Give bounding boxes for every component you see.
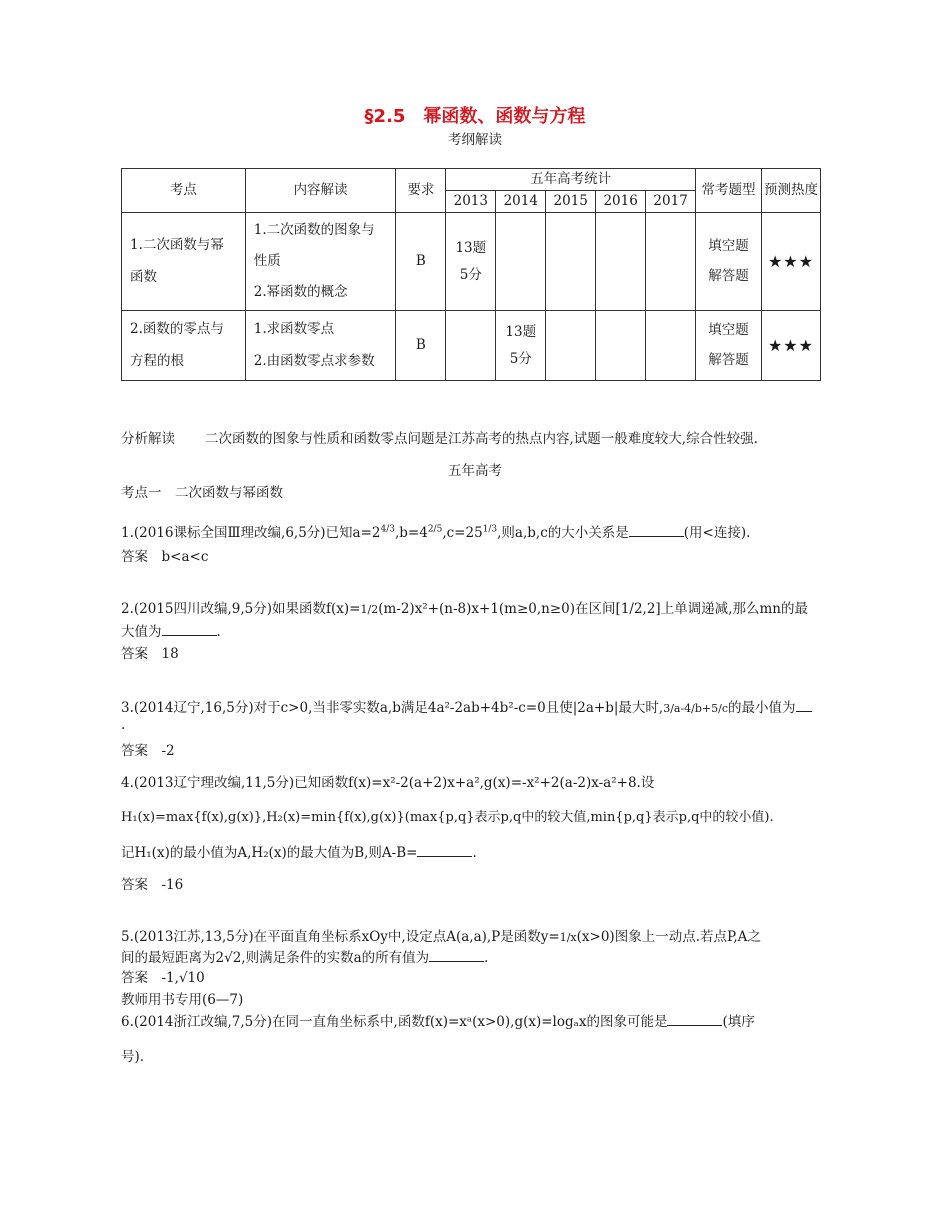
answer-blank	[429, 949, 484, 962]
row-y2014	[496, 213, 546, 311]
row-y2016	[596, 213, 646, 311]
interval: [1/2,2]	[615, 601, 661, 617]
answer-blank	[667, 1013, 722, 1026]
row-yaoqiu: B	[396, 213, 446, 311]
answer-1: 答案 b<a<c	[121, 549, 209, 565]
answer-blank	[796, 699, 812, 712]
row-y2015	[546, 311, 596, 381]
problem-5-line2: 间的最短距离为2√2,则满足条件的实数a的所有值为 .	[121, 950, 489, 966]
answer-2: 答案 18	[121, 646, 179, 662]
row-y2017	[646, 311, 696, 381]
header-year: 2015	[546, 191, 596, 213]
header-tixing: 常考题型	[696, 169, 762, 213]
page-title: §2.5 幂函数、函数与方程	[364, 106, 586, 127]
problem-5: 5.(2013江苏,13,5分)在平面直角坐标系xOy中,设定点A(a,a),P是函数y=1/x(x>0)图象上一动点.若点P,A之	[121, 929, 761, 945]
row-redu: ★★★	[761, 311, 820, 381]
header-redu: 预测热度	[761, 169, 820, 213]
row-redu: ★★★	[761, 213, 820, 311]
kaodian-heading: 考点一 二次函数与幂函数	[121, 485, 283, 501]
problem-2: 2.(2015四川改编,9,5分)如果函数f(x)=1/2(m-2)x²+(n-8)x+1(m≥0,n≥0)在区间[1/2,2]上单调递减,那么mn的最	[121, 601, 808, 617]
table-row	[122, 311, 821, 381]
header-year: 2016	[596, 191, 646, 213]
row-kaodian: 2.函数的零点与 方程的根	[122, 311, 246, 381]
header-stats: 五年高考统计	[446, 169, 696, 191]
page-subtitle: 考纲解读	[448, 132, 502, 148]
answer-3: 答案 -2	[121, 743, 175, 759]
answer-blank	[162, 623, 217, 636]
row-y2015	[546, 213, 596, 311]
row-neirong: 1.二次函数的图象与 性质 2.幂函数的概念	[245, 213, 396, 311]
fraction: 1/x	[559, 931, 577, 944]
section-heading: 五年高考	[448, 463, 502, 479]
problem-6: 6.(2014浙江改编,7,5分)在同一直角坐标系中,函数f(x)=xᵃ(x>0),g(x)=logₐx的图象可能是 (填序	[121, 1014, 755, 1030]
problem-4-line2: H₁(x)=max{f(x),g(x)},H₂(x)=min{f(x),g(x)}(max{p,q}表示p,q中的较大值,min{p,q}表示p,q中的较小值).	[121, 810, 774, 825]
sqrt-term: √2	[224, 950, 242, 966]
problem-3: 3.(2014辽宁,16,5分)对于c>0,当非零实数a,b满足4a²-2ab+4b²-c=0且使|2a+b|最大时,3/a-4/b+5/c的最小值为	[121, 696, 812, 716]
analysis-text: 二次函数的图象与性质和函数零点问题是江苏高考的热点内容,试题一般难度较大,综合性较强.	[205, 431, 758, 447]
analysis-label: 分析解读	[121, 431, 175, 447]
row-y2014: 13题 5分	[496, 311, 546, 381]
problem-4-line3: 记H₁(x)的最小值为A,H₂(x)的最大值为B,则A-B= .	[121, 845, 477, 861]
answer-4: 答案 -16	[121, 877, 184, 893]
teacher-note: 教师用书专用(6—7)	[121, 992, 244, 1008]
header-yaoqiu: 要求	[396, 169, 446, 213]
problem-6-line2: 号).	[121, 1049, 145, 1065]
row-tixing: 填空题 解答题	[696, 213, 762, 311]
answer-blank	[417, 844, 472, 857]
problem-4: 4.(2013辽宁理改编,11,5分)已知函数f(x)=x²-2(a+2)x+a²,g(x)=-x²+2(a-2)x-a²+8.设	[121, 775, 655, 791]
problem-2-line2: 大值为 .	[121, 624, 221, 640]
row-neirong: 1.求函数零点 2.由函数零点求参数	[245, 311, 396, 381]
row-kaodian: 1.二次函数与幂 函数	[122, 213, 246, 311]
header-year: 2013	[446, 191, 496, 213]
row-y2016	[596, 311, 646, 381]
row-y2013: 13题 5分	[446, 213, 496, 311]
exponent: 1/3	[482, 524, 498, 535]
row-tixing: 填空题 解答题	[696, 311, 762, 381]
header-year: 2017	[646, 191, 696, 213]
header-kaodian: 考点	[122, 169, 246, 213]
answer-5: 答案 -1,√10	[121, 970, 205, 986]
problem-1: 1.(2016课标全国Ⅲ理改编,6,5分)已知$a=2^{4/3},b=4^{2/5},c=25^{1/3}$,则a,b,c的大小关系是 (用<连接).	[121, 524, 751, 541]
syllabus-table	[121, 168, 821, 381]
exponent: 2/5	[427, 524, 443, 535]
row-y2017	[646, 213, 696, 311]
row-yaoqiu: B	[396, 311, 446, 381]
analysis	[121, 427, 758, 447]
table-row	[122, 213, 821, 311]
exponent: 4/3	[380, 524, 395, 535]
expression: 3/a-4/b+5/c	[663, 702, 729, 715]
answer-blank	[629, 524, 684, 537]
fraction: 1/2	[360, 603, 379, 616]
header-year: 2014	[496, 191, 546, 213]
header-neirong: 内容解读	[245, 169, 396, 213]
problem-3-line2: .	[121, 717, 126, 733]
row-y2013	[446, 311, 496, 381]
